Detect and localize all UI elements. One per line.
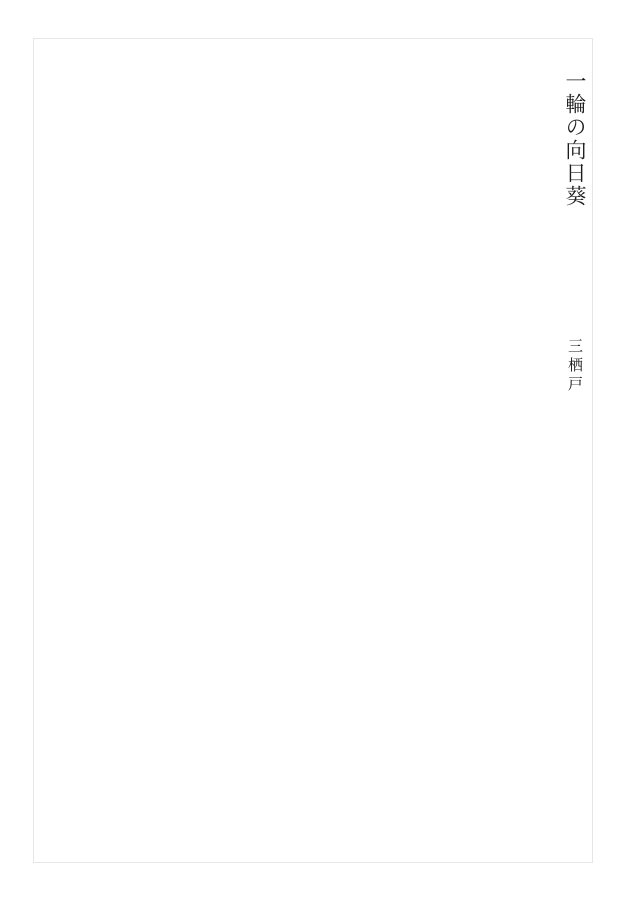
story-title: 一輪の向日葵: [563, 70, 587, 208]
body-text-lower-tier: [82, 464, 594, 814]
body-text-upper-tier: [82, 76, 530, 448]
author-name: 三栖戸: [566, 338, 584, 395]
